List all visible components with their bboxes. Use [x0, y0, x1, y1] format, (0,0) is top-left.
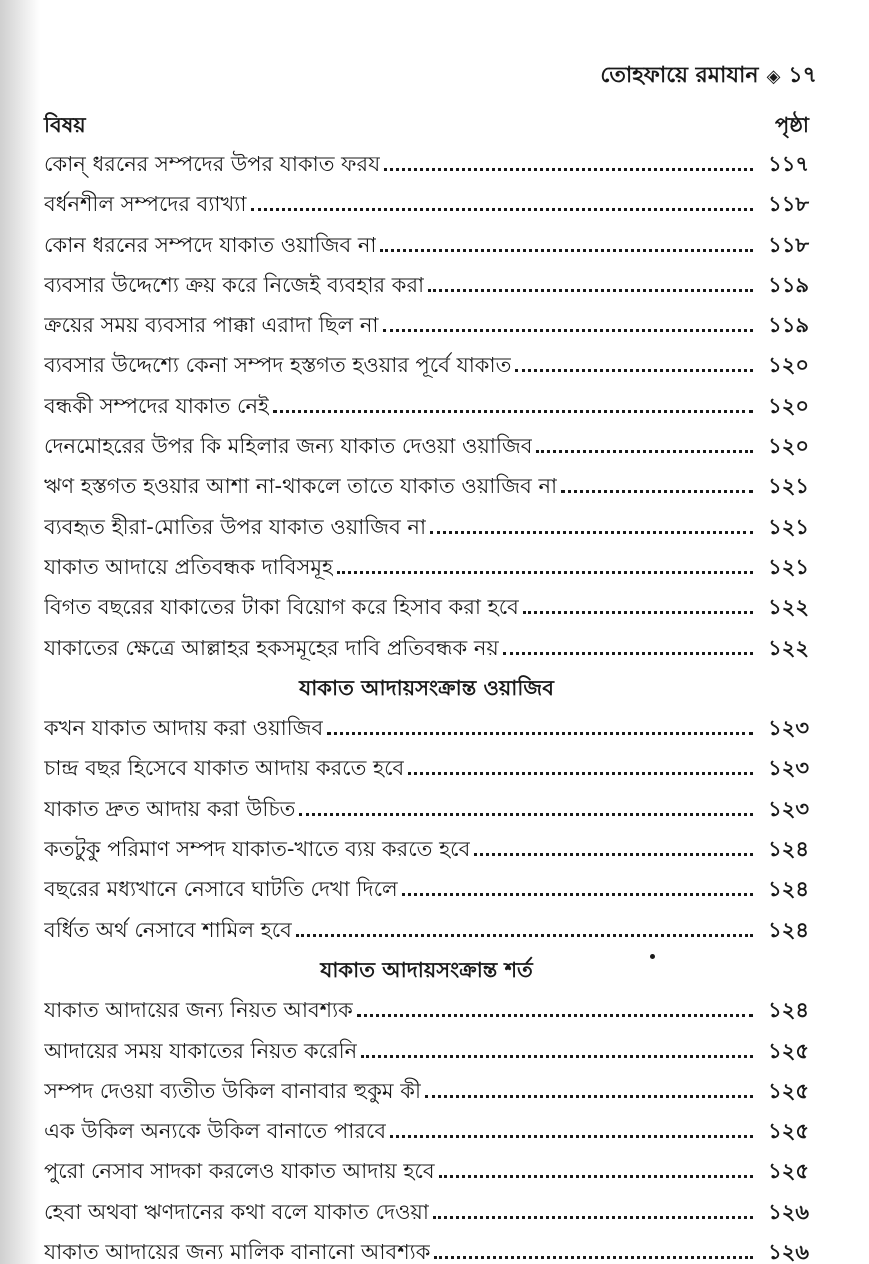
toc-entry-title: কোন ধরনের সম্পদে যাকাত ওয়াজিব না [44, 232, 377, 257]
subject-heading: বিষয় [44, 113, 86, 137]
toc-entry [44, 748, 809, 788]
toc-entry-page: ১১৮ [768, 192, 809, 217]
toc-group-conditions [44, 990, 809, 1264]
toc-entry-title: বিগত বছরের যাকাতের টাকা বিয়োগ করে হিসাব করা হবে [44, 595, 519, 620]
toc-entry-title: ব্যবসার উদ্দেশ্যে কেনা সম্পদ হস্তগত হওয়ার পূর্বে যাকাত [44, 353, 512, 378]
dot-leader [428, 288, 753, 292]
toc-entry-title: ব্যবসার উদ্দেশ্যে ক্রয় করে নিজেই ব্যবহার করা [44, 272, 425, 297]
toc-group-wajib [44, 708, 809, 950]
toc-entry-page: ১২১ [768, 554, 809, 579]
toc-entry [44, 507, 809, 547]
toc-entry [44, 1111, 809, 1151]
toc-entry [44, 628, 809, 668]
toc-entry-page: ১১৯ [768, 313, 809, 338]
toc-entry-title: পুরো নেসাব সাদকা করলেও যাকাত আদায় হবে [44, 1159, 435, 1184]
dot-leader [299, 812, 753, 816]
page-gutter-shadow [0, 0, 40, 1264]
toc-entry-page: ১২৩ [768, 796, 809, 821]
toc-entry [44, 708, 809, 748]
toc-entry-page: ১২৫ [768, 1119, 809, 1144]
toc-entry-title: যাকাত আদায়ের জন্য নিয়ত আবশ্যক [44, 998, 353, 1023]
toc-entry [44, 990, 809, 1030]
toc-entry-page: ১২৪ [768, 837, 809, 862]
dot-leader [296, 933, 753, 937]
toc-entry [44, 789, 809, 829]
dot-leader [273, 409, 753, 413]
toc-entry-title: বর্ধনশীল সম্পদের ব্যাখ্যা [44, 192, 247, 217]
section-heading-wajib: যাকাত আদায়সংক্রান্ত ওয়াজিব [299, 675, 554, 700]
toc-entry-title: ঋণ হস্তগত হওয়ার আশা না-থাকলে তাতে যাকাত ওয়াজিব না [44, 474, 558, 499]
dot-leader [380, 248, 753, 252]
toc-entry-title: ব্যবহৃত হীরা-মোতির উপর যাকাত ওয়াজিব না [44, 514, 427, 539]
diamond-separator-icon: ◈ [766, 66, 781, 87]
toc-entry-title: সম্পদ দেওয়া ব্যতীত উকিল বানাবার হুকুম কী [44, 1078, 421, 1103]
dot-leader [523, 610, 753, 614]
toc-entry-title: বছরের মধ্যখানে নেসাবে ঘাটতি দেখা দিলে [44, 877, 398, 902]
dot-leader [357, 1013, 753, 1017]
dot-leader [361, 1054, 753, 1058]
toc-entry-title: কতটুকু পরিমাণ সম্পদ যাকাত-খাতে ব্যয় করতে হবে [44, 837, 471, 862]
dot-leader [561, 489, 753, 493]
stray-ink-dot [650, 954, 655, 959]
dot-leader [383, 328, 754, 332]
toc-entry-page: ১২৪ [768, 998, 809, 1023]
toc-entry-title: কখন যাকাত আদায় করা ওয়াজিব [44, 716, 324, 741]
toc-entry [44, 1071, 809, 1111]
toc-entry-page: ১২০ [768, 353, 809, 378]
toc-entry-page: ১২৫ [768, 1038, 809, 1063]
toc-entry-title: বর্ধিত অর্থ নেসাবে শামিল হবে [44, 917, 292, 942]
toc-entry [44, 1151, 809, 1191]
toc-group-general [44, 144, 809, 668]
toc-entry [44, 1232, 809, 1264]
toc-entry-page: ১২৩ [768, 756, 809, 781]
toc-entry-page: ১২৫ [768, 1078, 809, 1103]
toc-entry-page: ১১৯ [768, 272, 809, 297]
toc-entry-title: ক্রয়ের সময় ব্যবসার পাক্কা এরাদা ছিল না [44, 313, 379, 338]
toc-entry-page: ১২৪ [768, 917, 809, 942]
toc-entry-page: ১২৪ [768, 877, 809, 902]
toc-entry-page: ১২০ [768, 434, 809, 459]
toc-entry-title: কোন্ ধরনের সম্পদের উপর যাকাত ফরয [44, 152, 381, 176]
toc-entry [44, 345, 809, 385]
toc-entry-title: হেবা অথবা ঋণদানের কথা বলে যাকাত দেওয়া [44, 1199, 430, 1224]
section-heading-conditions: যাকাত আদায়সংক্রান্ত শর্ত [320, 957, 533, 982]
toc-entry [44, 1031, 809, 1071]
toc-entry [44, 1192, 809, 1232]
toc-entry-title: যাকাতের ক্ষেত্রে আল্লাহর হকসমূহের দাবি প্রতিবন্ধক নয় [44, 635, 499, 660]
toc-entry-title: আদায়ের সময় যাকাতের নিয়ত করেনি [44, 1038, 358, 1063]
toc-entry [44, 547, 809, 587]
table-of-contents [44, 104, 809, 1264]
toc-entry-page: ১২৫ [768, 1159, 809, 1184]
toc-entry-page: ১১৭ [768, 152, 809, 176]
toc-entry [44, 910, 809, 950]
toc-entry [44, 869, 809, 909]
dot-leader [402, 892, 753, 896]
toc-entry [44, 587, 809, 627]
toc-entry [44, 386, 809, 426]
dot-leader [503, 651, 753, 655]
dot-leader [474, 852, 753, 856]
dot-leader [390, 1134, 753, 1138]
toc-entry-title: দেনমোহরের উপর কি মহিলার জন্য যাকাত দেওয়া ওয়াজিব [44, 434, 533, 459]
dot-leader [384, 167, 753, 171]
toc-entry-title: চান্দ্র বছর হিসেবে যাকাত আদায় করতে হবে [44, 756, 405, 781]
toc-entry-title: এক উকিল অন্যকে উকিল বানাতে পারবে [44, 1119, 387, 1144]
toc-entry [44, 305, 809, 345]
dot-leader [251, 207, 754, 211]
toc-entry-page: ১২৩ [768, 716, 809, 741]
toc-entry [44, 225, 809, 265]
toc-entry-title: যাকাত আদায়ে প্রতিবন্ধক দাবিসমূহ [44, 554, 334, 579]
toc-entry-page: ১২২ [768, 635, 809, 660]
dot-leader [408, 771, 753, 775]
book-title: তোহফায়ে রমাযান [600, 63, 759, 88]
dot-leader [327, 731, 753, 735]
toc-entry-page: ১২৬ [768, 1240, 809, 1264]
dot-leader [536, 449, 753, 453]
header-page-number: ১৭ [788, 63, 817, 88]
dot-leader [430, 530, 753, 534]
toc-entry [44, 184, 809, 224]
toc-entry [44, 144, 809, 184]
toc-entry-page: ১১৮ [768, 232, 809, 257]
dot-leader [434, 1255, 753, 1259]
toc-entry [44, 426, 809, 466]
toc-entry-page: ১২১ [768, 514, 809, 539]
running-header [600, 58, 817, 95]
toc-entry-page: ১২৬ [768, 1199, 809, 1224]
toc-entry-page: ১২১ [768, 474, 809, 499]
toc-entry-page: ১২২ [768, 595, 809, 620]
dot-leader [425, 1094, 753, 1098]
page-heading: পৃষ্ঠা [774, 113, 809, 137]
toc-entry [44, 829, 809, 869]
toc-entry [44, 265, 809, 305]
toc-entry-title: যাকাত আদায়ের জন্য মালিক বানানো আবশ্যক [44, 1240, 431, 1264]
toc-entry-page: ১২০ [768, 393, 809, 418]
dot-leader [337, 570, 753, 574]
toc-entry-title: যাকাত দ্রুত আদায় করা উচিত [44, 796, 296, 821]
toc-entry [44, 466, 809, 506]
column-headings [44, 104, 809, 144]
dot-leader [433, 1215, 753, 1219]
dot-leader [439, 1174, 753, 1178]
dot-leader [515, 368, 753, 372]
toc-entry-title: বন্ধকী সম্পদের যাকাত নেই [44, 393, 269, 418]
